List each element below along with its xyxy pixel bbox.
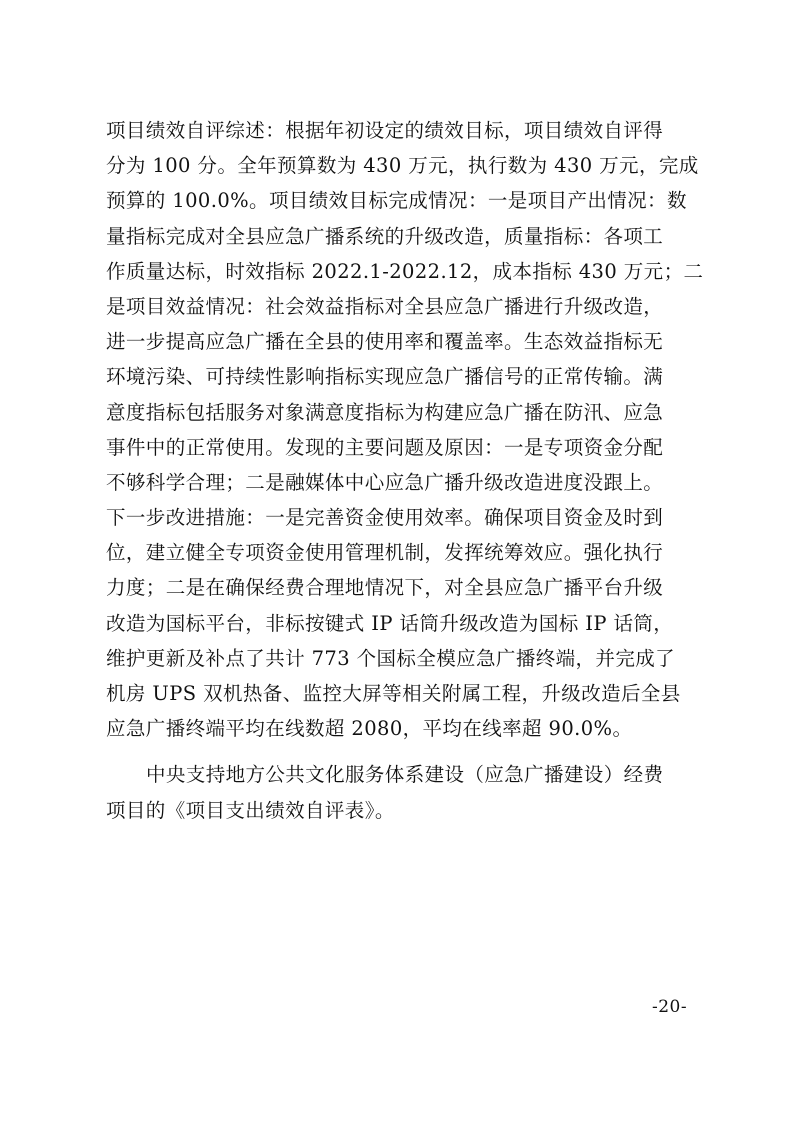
text-line: 分为 100 分。全年预算数为 430 万元，执行数为 430 万元，完成: [106, 154, 699, 178]
text-line: 进一步提高应急广播在全县的使用率和覆盖率。生态效益指标无: [106, 330, 664, 354]
page-number: -20-: [652, 997, 688, 1017]
paragraph-performance-summary: [106, 113, 704, 746]
text-line: 维护更新及补点了共计 773 个国标全模应急广播终端，并完成了: [106, 646, 676, 670]
text-line: 环境污染、可持续性影响指标实现应急广播信号的正常传输。满: [106, 365, 664, 389]
text-line: 力度；二是在确保经费合理地情况下，对全县应急广播平台升级: [106, 576, 664, 600]
text-line: 不够科学合理；二是融媒体中心应急广播升级改造进度没跟上。: [106, 470, 664, 494]
text-line: 项目的《项目支出绩效自评表》。: [106, 798, 395, 822]
text-line: 事件中的正常使用。发现的主要问题及原因：一是专项资金分配: [106, 435, 664, 459]
paragraph-attachment-note: [106, 757, 696, 827]
paragraph-spacer: [106, 746, 696, 757]
text-line: 预算的 100.0%。项目绩效目标完成情况：一是项目产出情况：数: [106, 189, 687, 213]
text-line: 作质量达标，时效指标 2022.1-2022.12，成本指标 430 万元；二: [106, 259, 704, 283]
body-text: [106, 113, 704, 828]
text-line: 应急广播终端平均在线数超 2080，平均在线率超 90.0%。: [106, 717, 633, 741]
text-line: 意度指标包括服务对象满意度指标为构建应急广播在防汛、应急: [106, 400, 664, 424]
text-line: 下一步改进措施：一是完善资金使用效率。确保项目资金及时到: [106, 506, 664, 530]
text-line: 位，建立健全专项资金使用管理机制，发挥统筹效应。强化执行: [106, 541, 664, 565]
text-line: 量指标完成对全县应急广播系统的升级改造，质量指标：各项工: [106, 224, 664, 248]
text-line: 是项目效益情况：社会效益指标对全县应急广播进行升级改造，: [106, 294, 664, 318]
text-line: 改造为国标平台，非标按键式 IP 话筒升级改造为国标 IP 话筒，: [106, 611, 674, 635]
text-line: 中央支持地方公共文化服务体系建设（应急广播建设）经费: [146, 763, 664, 787]
text-line: 机房 UPS 双机热备、监控大屏等相关附属工程，升级改造后全县: [106, 682, 681, 705]
text-line: 项目绩效自评综述：根据年初设定的绩效目标，项目绩效自评得: [106, 119, 664, 142]
